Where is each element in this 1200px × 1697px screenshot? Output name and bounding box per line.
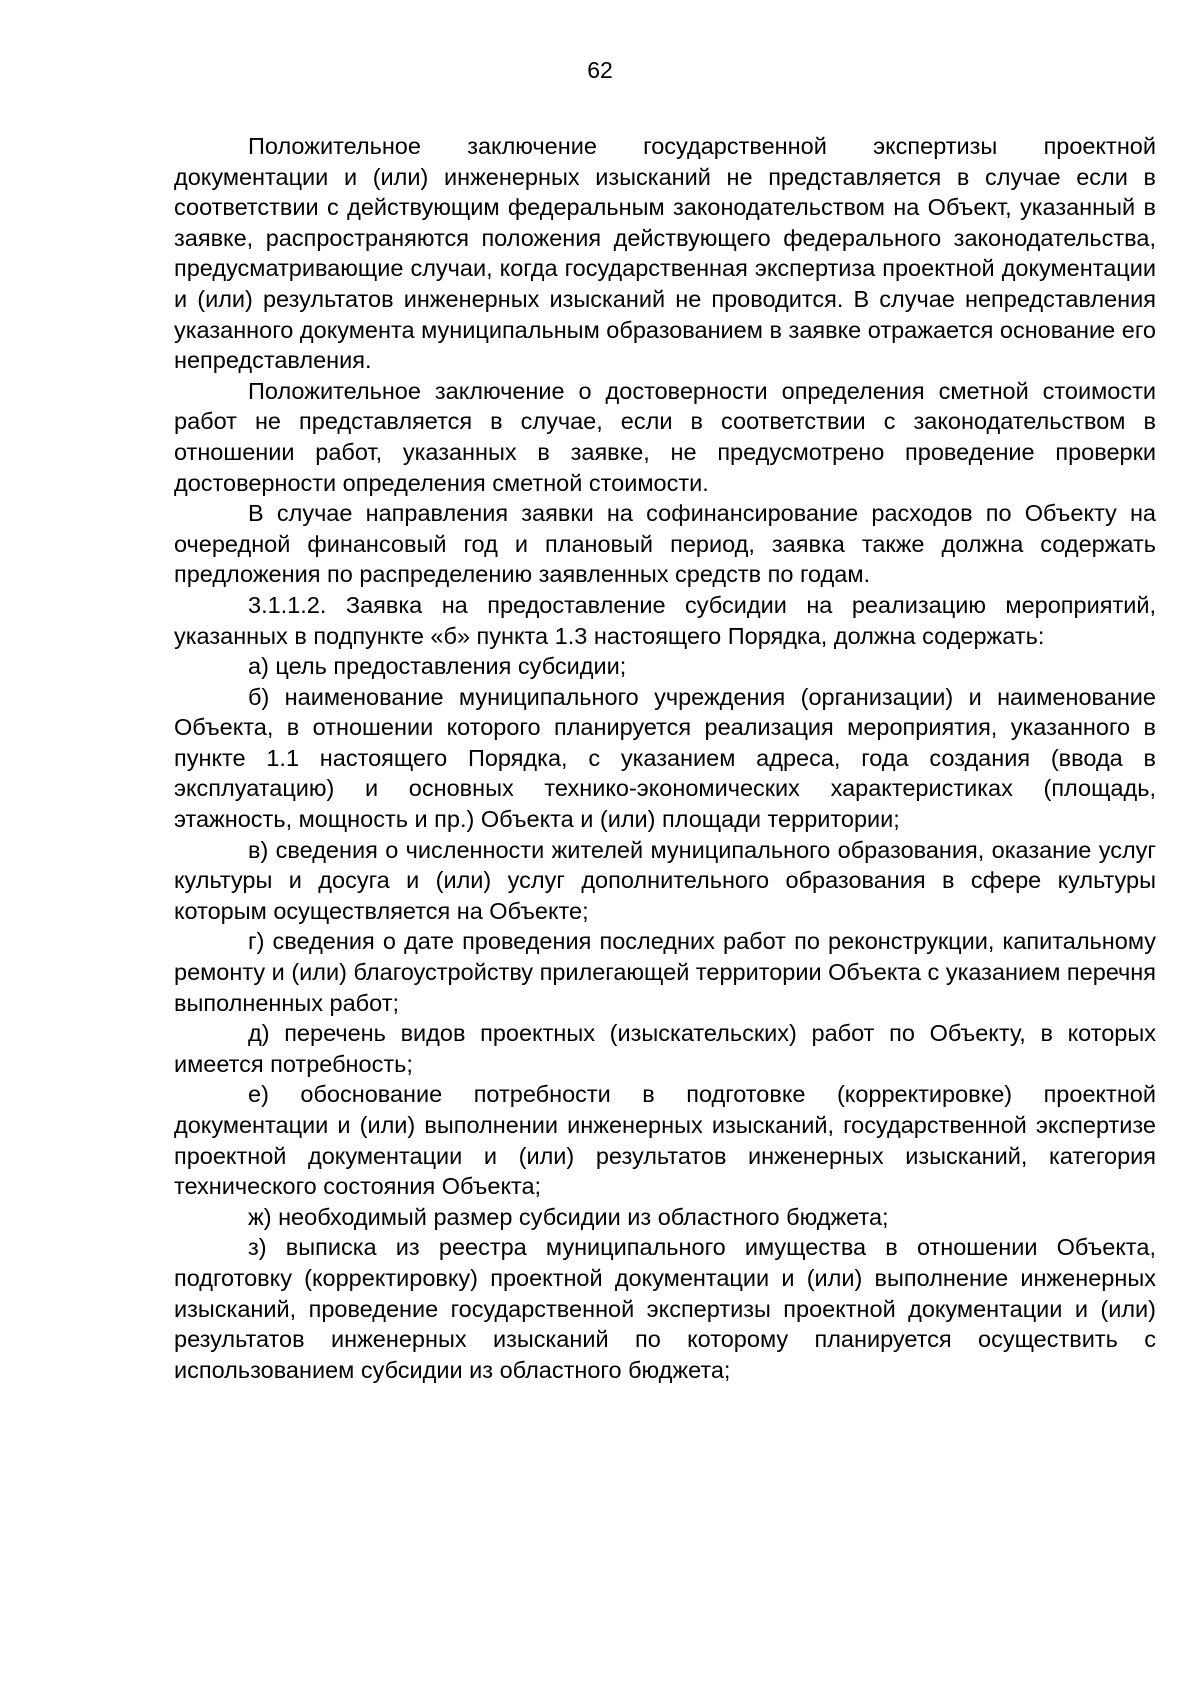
list-item-b: б) наименование муниципального учреждения (организации) и наименование Объекта, в отношении которого планируется реализация мероприятия, указанного в пункте 1.1 настоящего Порядка, с указанием адреса, года создания (ввода в эксплуатацию) и основных технико-экономических характеристиках (площадь, этажность, мощность и пр.) Объекта и (или) площади территории; — [174, 683, 1156, 833]
document-body — [174, 131, 1156, 1385]
paragraph-clause-3-1-1-2: 3.1.1.2. Заявка на предоставление субсидии на реализацию мероприятий, указанных в подпункте «б» пункта 1.3 настоящего Порядка, должна содержать: — [174, 591, 1156, 649]
list-item-e: е) обоснование потребности в подготовке (корректировке) проектной документации и (или) выполнении инженерных изысканий, государственной экспертизе проектной документации и (или) результатов инженерных изысканий, категория технического состояния Объекта; — [174, 1081, 1156, 1200]
list-item-g: г) сведения о дате проведения последних работ по реконструкции, капитальному ремонту и (или) благоустройству прилегающей территории Объекта с указанием перечня выполненных работ; — [174, 928, 1156, 1016]
paragraph-cost-reliability: Положительное заключение о достоверности определения сметной стоимости работ не представляется в случае, если в соответствии с законодательством в отношении работ, указанных в заявке, не предусмотрено проведение проверки достоверности определения сметной стоимости. — [174, 377, 1156, 496]
paragraph-cofinancing: В случае направления заявки на софинансирование расходов по Объекту на очередной финансовый год и плановый период, заявка также должна содержать предложения по распределению заявленных средств по годам. — [174, 500, 1156, 588]
list-item-z: з) выписка из реестра муниципального имущества в отношении Объекта, подготовку (корректировку) проектной документации и (или) выполнение инженерных изысканий, проведение государственной экспертизы проектной документации и (или) результатов инженерных изысканий по которому планируется осуществить с использованием субсидии из областного бюджета; — [174, 1234, 1156, 1383]
list-item-d: д) перечень видов проектных (изыскательских) работ по Объекту, в которых имеется потребность; — [174, 1020, 1156, 1077]
list-item-v: в) сведения о численности жителей муниципального образования, оказание услуг культуры и досуга и (или) услуг дополнительного образования в сфере культуры которым осуществляется на Объекте; — [174, 836, 1156, 924]
page-number: 62 — [587, 57, 613, 83]
paragraph-expertise-conclusion: Положительное заключение государственной экспертизы проектной документации и (или) инженерных изысканий не представляется в случае если в соответствии с действующим федеральным законодательством на Объект, указанный в заявке, распространяются положения действующего федерального законодательства, предусматривающие случаи, когда государственная экспертиза проектной документации и (или) результатов инженерных изысканий не проводится. В случае непредставления указанного документа муниципальным образованием в заявке отражается основание его непредставления. — [174, 133, 1156, 374]
list-item-a: а) цель предоставления субсидии; — [248, 653, 627, 680]
list-item-zh: ж) необходимый размер субсидии из областного бюджета; — [248, 1203, 889, 1230]
